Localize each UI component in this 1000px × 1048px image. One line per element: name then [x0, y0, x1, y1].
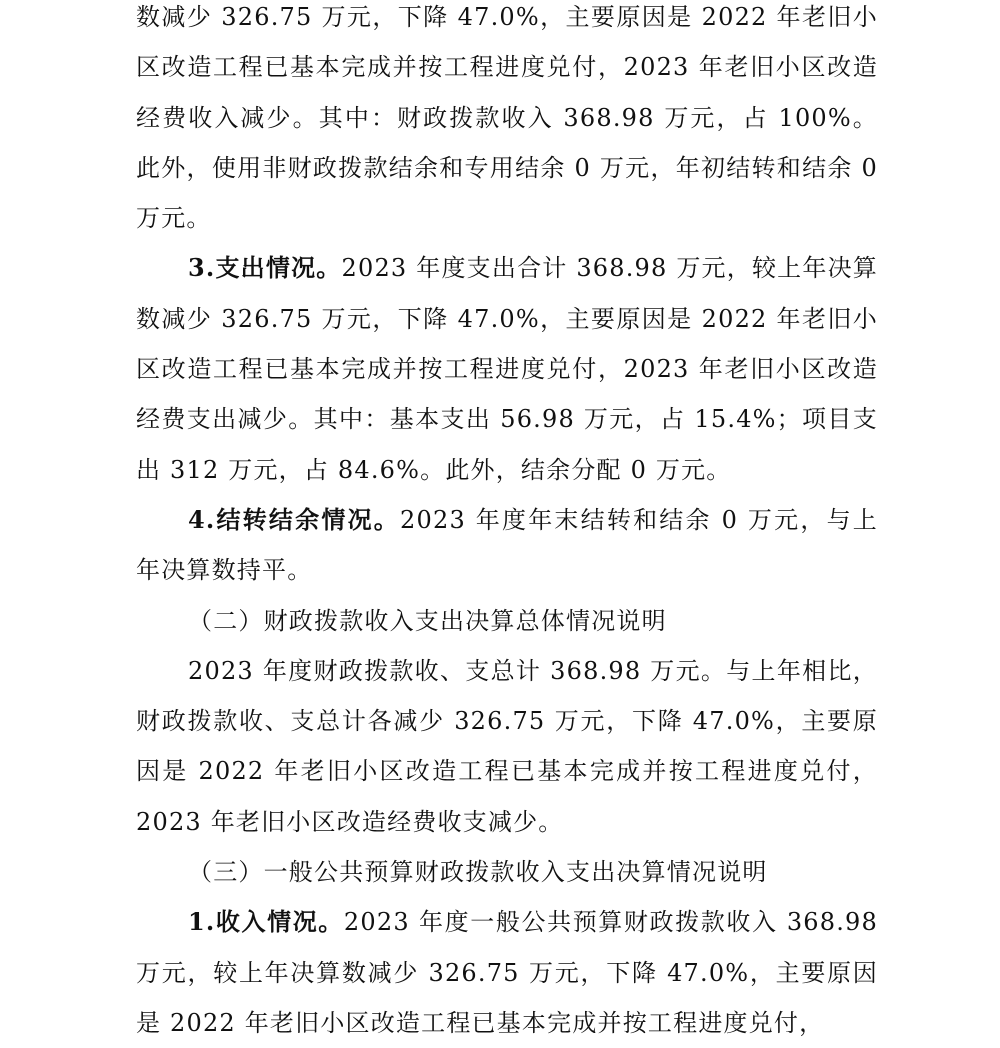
section-heading-general-budget: （三）一般公共预算财政拨款收入支出决算情况说明: [188, 858, 768, 887]
paragraph-lead-expenditure: 3.支出情况。: [188, 253, 342, 283]
paragraph-text: 2023 年度财政拨款收、支总计 368.98 万元。与上年相比，财政拨款收、支总计各减少 326.75 万元，下降 47.0%，主要原因是 2022 年老旧小区改造工程已基本完成并按工程进度兑付，2023 年老旧小区改造经费收支减少。: [136, 656, 878, 836]
paragraph-carryover: [136, 495, 878, 596]
paragraph-text: 2023 年度年末结转和结余 0 万元，与上年决算数持平。: [136, 505, 878, 585]
paragraph-text: 数减少 326.75 万元，下降 47.0%，主要原因是 2022 年老旧小区改造工程已基本完成并按工程进度兑付，2023 年老旧小区改造经费收入减少。其中：财政拨款收入 368.98 万元，占 100%。此外，使用非财政拨款结余和专用结余 0 万元，年初结转和结余 0 万元。: [136, 3, 878, 233]
paragraph-general-budget-income: [136, 897, 878, 1048]
paragraph-income-continuation: [136, 0, 878, 243]
paragraph-fiscal-overview: [136, 646, 878, 847]
paragraph-text: 2023 年度支出合计 368.98 万元，较上年决算数减少 326.75 万元，下降 47.0%，主要原因是 2022 年老旧小区改造工程已基本完成并按工程进度兑付，2023 年老旧小区改造经费支出减少。其中：基本支出 56.98 万元，占 15.4%；项目支出 312 万元，占 84.6%。此外，结余分配 0 万元。: [136, 254, 878, 484]
paragraph-expenditure: [136, 243, 878, 494]
document-page: [136, 0, 878, 1048]
paragraph-text: 2023 年度一般公共预算财政拨款收入 368.98 万元，较上年决算数减少 326.75 万元，下降 47.0%，主要原因是 2022 年老旧小区改造工程已基本完成并按工程进度兑付，: [136, 908, 878, 1037]
section-heading-fiscal-overview: （二）财政拨款收入支出决算总体情况说明: [188, 606, 667, 635]
paragraph-lead-income: 1.收入情况。: [188, 907, 344, 937]
paragraph-lead-carryover: 4.结转结余情况。: [188, 504, 401, 534]
